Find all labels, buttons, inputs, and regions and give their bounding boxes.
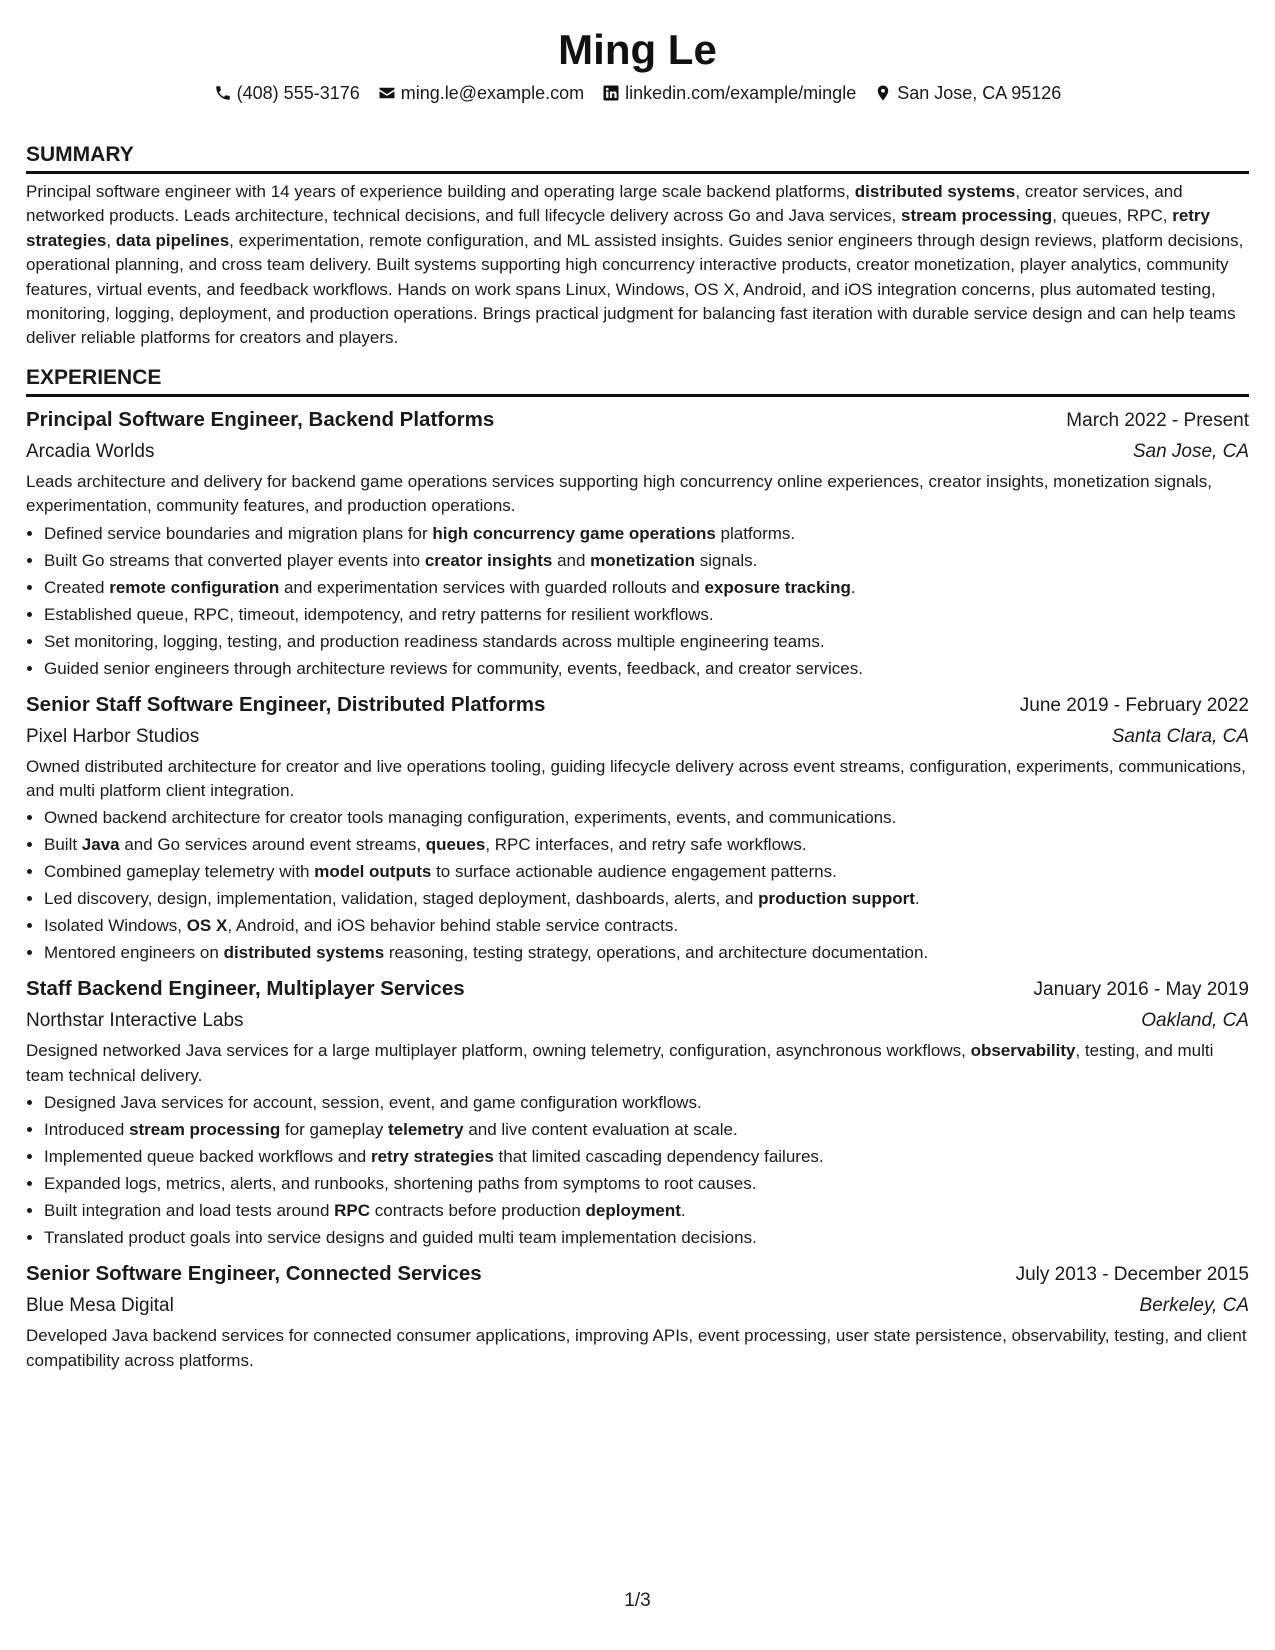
map-marker-icon: [874, 84, 892, 102]
bold-keyword: remote configuration: [109, 577, 280, 597]
page-number: 1/3: [624, 1590, 651, 1611]
job-location: Berkeley, CA: [1139, 1295, 1249, 1317]
contact-bar: [26, 80, 1249, 106]
job-header: [26, 690, 1249, 721]
linkedin-link[interactable]: linkedin.com/example/mingle: [625, 82, 857, 103]
job-entry: [26, 405, 1249, 682]
bullet-item: • Built Java and Go services around event streams, queues, RPC interfaces, and retry safe workflows.: [44, 831, 1249, 858]
summary-heading: SUMMARY: [26, 142, 1249, 174]
bullet-item: • Implemented queue backed workflows and retry strategies that limited cascading dependency failures.: [44, 1143, 1249, 1170]
bullet-item: • Set monitoring, logging, testing, and production readiness standards across multiple engineering teams.: [44, 628, 1249, 655]
job-location: Santa Clara, CA: [1111, 725, 1249, 747]
job-description: Owned distributed architecture for creator and live operations tooling, guiding lifecycle delivery across event streams, configuration, experiments, communications, and multi platform client integration.: [26, 756, 1246, 801]
job-title: Principal Software Engineer, Backend Platforms: [26, 407, 495, 431]
bullet-item: • Mentored engineers on distributed systems reasoning, testing strategy, operations, and architecture documentation.: [44, 939, 1249, 966]
contact-email[interactable]: [378, 83, 584, 104]
job-header: [26, 974, 1249, 1005]
bullet-item: • Guided senior engineers through architecture reviews for community, events, feedback, and creator services.: [44, 655, 1249, 682]
bullet-item: • Defined service boundaries and migration plans for high concurrency game operations platforms.: [44, 520, 1249, 547]
email-link[interactable]: ming.le@example.com: [400, 82, 585, 103]
bold-keyword: OS X: [186, 916, 228, 936]
phone-icon: [214, 84, 232, 102]
bullet-item: • Owned backend architecture for creator tools managing configuration, experiments, events, and communications.: [44, 804, 1249, 831]
job-entry: [26, 690, 1249, 967]
envelope-icon: [378, 84, 396, 102]
bold-keyword: retry strategies: [370, 1147, 494, 1167]
job-location: San Jose, CA: [1132, 440, 1249, 462]
contact-linkedin[interactable]: [602, 83, 856, 104]
job-entry: [26, 974, 1249, 1251]
company-name: Arcadia Worlds: [26, 440, 155, 462]
job-dates: March 2022 - Present: [1066, 409, 1249, 431]
bullet-item: • Combined gameplay telemetry with model outputs to surface actionable audience engagement patterns.: [44, 858, 1249, 885]
bold-keyword: telemetry: [387, 1120, 464, 1140]
summary-text: Principal software engineer with 14 years of experience building and operating large scale backend platforms, distributed systems, creator services, and networked products. Leads architecture, technical decisions, and full lifecycle delivery across Go and Java services, stream processing, queues, RPC, retry strategies, data pipelines, experimentation, remote configuration, and ML assisted insights. Guides senior engineers through design reviews, platform decisions, operational planning, and cross team delivery. Built systems supporting high concurrency interactive products, creator monetization, player analytics, community features, virtual events, and feedback workflows. Hands on work spans Linux, Windows, OS X, Android, and iOS integration concerns, plus automated testing, monitoring, logging, deployment, and production operations. Brings practical judgment for balancing fast iteration with durable service design and can help teams deliver reliable platforms for creators and players.: [26, 182, 1244, 348]
contact-location: [874, 83, 1061, 104]
bold-keyword: data pipelines: [115, 230, 230, 250]
bullet-item: • Introduced stream processing for gameplay telemetry and live content evaluation at scale.: [44, 1116, 1249, 1143]
resume-page: [26, 0, 1249, 1373]
bold-keyword: model outputs: [314, 862, 432, 882]
bold-keyword: distributed systems: [854, 182, 1016, 201]
job-header: [26, 405, 1249, 436]
job-description: Designed networked Java services for a large multiplayer platform, owning telemetry, configuration, asynchronous workflows, observability, testing, and multi team technical delivery.: [26, 1041, 1214, 1085]
linkedin-icon: [602, 84, 620, 102]
contact-phone: [214, 83, 360, 104]
bold-keyword: observability: [970, 1041, 1076, 1061]
company-name: Blue Mesa Digital: [26, 1295, 174, 1317]
bullet-item: • Isolated Windows, OS X, Android, and iOS behavior behind stable service contracts.: [44, 912, 1249, 939]
company-name: Pixel Harbor Studios: [26, 725, 200, 747]
job-subheader: [26, 721, 1249, 753]
job-title: Senior Software Engineer, Connected Services: [26, 1262, 482, 1286]
job-bullets: [26, 1089, 1249, 1251]
job-dates: June 2019 - February 2022: [1019, 694, 1249, 716]
job-dates: January 2016 - May 2019: [1033, 979, 1249, 1001]
bullet-item: • Translated product goals into service designs and guided multi team implementation decisions.: [44, 1224, 1249, 1251]
bold-keyword: creator insights: [424, 550, 553, 570]
location-text: San Jose, CA 95126: [897, 82, 1062, 103]
bold-keyword: queues: [425, 835, 486, 855]
job-bullets: [26, 520, 1249, 682]
job-dates: July 2013 - December 2015: [1015, 1264, 1249, 1286]
experience-list: [26, 405, 1249, 1373]
bold-keyword: deployment: [585, 1201, 681, 1221]
job-title: Staff Backend Engineer, Multiplayer Services: [26, 977, 465, 1001]
candidate-name: Ming Le: [558, 26, 717, 73]
bullet-item: • Built integration and load tests around RPC contracts before production deployment.: [44, 1197, 1249, 1224]
bold-keyword: stream processing: [129, 1120, 281, 1140]
bold-keyword: retry strategies: [26, 206, 1211, 250]
job-bullets: [26, 804, 1249, 966]
job-header: [26, 1259, 1249, 1290]
bold-keyword: high concurrency game operations: [432, 523, 716, 543]
bullet-item: • Led discovery, design, implementation, validation, staged deployment, dashboards, alerts, and production support.: [44, 885, 1249, 912]
phone-text: (408) 555-3176: [236, 82, 360, 103]
experience-heading: EXPERIENCE: [26, 365, 1249, 397]
job-description: Developed Java backend services for connected consumer applications, improving APIs, event processing, user state persistence, observability, testing, and client compatibility across platforms.: [26, 1326, 1247, 1370]
bold-keyword: stream processing: [901, 206, 1053, 226]
bullet-item: • Created remote configuration and experimentation services with guarded rollouts and exposure tracking.: [44, 574, 1249, 601]
bullet-item: • Designed Java services for account, session, event, and game configuration workflows.: [44, 1089, 1249, 1116]
job-subheader: [26, 1005, 1249, 1037]
job-location: Oakland, CA: [1141, 1010, 1249, 1032]
company-name: Northstar Interactive Labs: [26, 1010, 244, 1032]
job-entry: [26, 1259, 1249, 1373]
bold-keyword: production support: [758, 889, 915, 909]
job-subheader: [26, 1290, 1249, 1322]
job-subheader: [26, 436, 1249, 468]
bold-keyword: monetization: [590, 550, 696, 570]
bullet-item: • Built Go streams that converted player events into creator insights and monetization signals.: [44, 547, 1249, 574]
job-description: Leads architecture and delivery for backend game operations services supporting high concurrency online experiences, creator insights, monetization signals, experimentation, community features, and production operations.: [26, 471, 1212, 516]
bold-keyword: exposure tracking: [704, 577, 851, 597]
bullet-item: • Expanded logs, metrics, alerts, and runbooks, shortening paths from symptoms to root causes.: [44, 1170, 1249, 1197]
job-title: Senior Staff Software Engineer, Distributed Platforms: [26, 692, 546, 716]
bold-keyword: RPC: [334, 1201, 371, 1221]
bullet-item: • Established queue, RPC, timeout, idempotency, and retry patterns for resilient workflows.: [44, 601, 1249, 628]
bold-keyword: distributed systems: [223, 943, 385, 963]
bold-keyword: Java: [81, 835, 120, 855]
